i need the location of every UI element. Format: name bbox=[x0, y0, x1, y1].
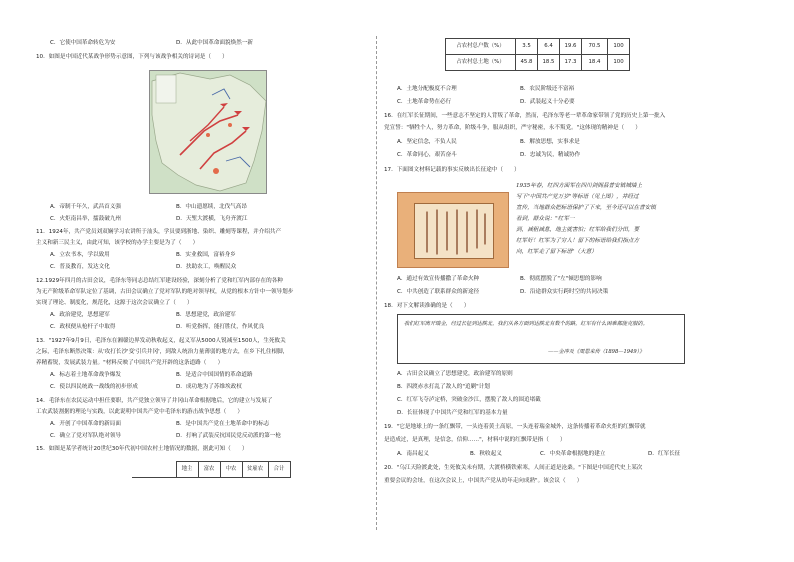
material-line-7: 向，红军走了留下标语"（大意） bbox=[516, 249, 597, 255]
q15-stem: 15．如图是某学者统计20世纪30年代初中国农村土地情况的数据，据此可知（ ） bbox=[36, 446, 248, 452]
q13-option-d: D．成功地为了苏维埃政权 bbox=[176, 384, 242, 390]
q13-option-a: A．标志着土地革命战争爆发 bbox=[50, 372, 121, 378]
q19-stem-line-1: 19．"它是地球上的一条红飘带，一头连着黄土高原，一头连着瑞金城外，这条传播着革命火炬的红飘带就 bbox=[384, 424, 646, 430]
q9-option-c: C．它使中国革命转危为安 bbox=[50, 40, 116, 46]
q15-option-a: A．土地分配极度不合理 bbox=[397, 86, 457, 92]
material-line-6: 红军好！红军为了穷人！留下的标语给我们指点方 bbox=[516, 238, 640, 244]
q12-stem-line-2: 为无产阶级革命军队定位了基调，古田会议确立了党对军队的绝对领导权，从党的根本方针中一领导划步 bbox=[36, 289, 294, 295]
table-cell: 45.8 bbox=[516, 55, 538, 71]
q16-option-a: A．坚定信念，不负人民 bbox=[397, 139, 457, 145]
table-cell: 6.4 bbox=[538, 39, 560, 55]
q10-option-a: A．帝制千年久，武昌首义强 bbox=[50, 204, 121, 210]
q13-stem-line-1: 13．"1927年9月9日，毛泽东在湘赣边界发动秋收起义，起义军从5000人锐减至1500人，生死攸关 bbox=[36, 338, 286, 344]
q11-stem-line-1: 11．1924年，共产党员刘双娴学习农讲所于汕头，学员要到浙地、染织、雕刻等课程，并介绍共产 bbox=[36, 229, 282, 235]
q18-option-d: D．长征体现了中国共产党和红军的基本力量 bbox=[397, 410, 508, 416]
table-header-cell: 贫雇农 bbox=[242, 462, 268, 478]
q14-option-d: D．打响了武装反抗国民党反动派的第一枪 bbox=[176, 433, 281, 439]
q14-option-b: B．是中国共产党在土地革命中的标志 bbox=[176, 421, 270, 427]
q19-option-a: A．南昌起义 bbox=[397, 451, 429, 457]
q11-stem-line-2: 主义和新三民主义，由此可知，该学校的办学主要是为了（ ） bbox=[36, 240, 199, 246]
q18-quote-text: 我们红军离开瑞金，经过长征到达陕北，我们从各方面到达陕北有数个的路，红军有什么困难都能克服的。 bbox=[404, 321, 648, 327]
war-map-graphic bbox=[150, 71, 267, 194]
material-line-3: 宣传，当地群众把标语保护了下来，至今还可以在普安镇 bbox=[516, 205, 656, 211]
q15-option-b: B．农民阶级还不富裕 bbox=[520, 86, 575, 92]
q13-stem-line-3: 养精蓄锐，发展武装力量。"材料反映了中国共产党开辟的这条道路（ ） bbox=[36, 360, 224, 366]
table-cell: 3.5 bbox=[516, 39, 538, 55]
q16-option-c: C．革命同心，艰苦奋斗 bbox=[397, 152, 457, 158]
war-map-figure bbox=[149, 70, 267, 194]
q11-option-d: D．扶助农工，唤醒民众 bbox=[176, 264, 237, 270]
q18-option-a: A．古田会议确立了思想建党，政治建军的原则 bbox=[397, 371, 513, 377]
q18-option-b: B．四渡赤水打乱了敌人的"追剿"计划 bbox=[397, 384, 490, 390]
q12-stem-line-3: 实现了理论、制度化，规范化，这源于这次会议确立了（ ） bbox=[36, 300, 193, 306]
table-row-label: 占农村总土地（%） bbox=[446, 55, 516, 71]
q14-option-c: C．确立了党对军队绝对领导 bbox=[50, 433, 122, 439]
q10-option-d: D．天堑大渡横，飞舟齐渡江 bbox=[176, 216, 248, 222]
q10-stem: 10．如图是中国近代某战争形势示意图，下列与该战争相关的诗词是（ ） bbox=[36, 54, 228, 60]
material-line-2: 写下"中国共产党万岁"等标语（见上图），并经过 bbox=[516, 194, 639, 200]
q20-stem-line-1: 20．"乌江天险渡此处，生死攸关未有期，大渡桥横铁索寒，人间正道是沧桑。"下图是中国近代史上某次 bbox=[384, 465, 643, 471]
q18-quote-source: ——金冲及《周恩来传（1898—1949）》 bbox=[548, 349, 645, 355]
q16-stem-line-1: 16．在红军长征期间，一些意志不坚定的人背叛了革命，然而，毛泽东等老一辈革命家带领了党的历史上第一批入 bbox=[384, 113, 666, 119]
red-army-slogan-poster bbox=[397, 192, 509, 268]
q19-option-c: C．中央革命根据地的建立 bbox=[540, 451, 606, 457]
table-row-label: 占农村总户数（%） bbox=[446, 39, 516, 55]
q16-option-d: D．忠诚为民，精诚协作 bbox=[520, 152, 581, 158]
table-cell: 17.3 bbox=[560, 55, 582, 71]
table-cell: 100 bbox=[608, 55, 630, 71]
column-divider bbox=[376, 36, 377, 530]
poster-writing-graphic bbox=[415, 204, 495, 260]
q13-option-b: B．是适合中国国情的革命道路 bbox=[176, 372, 253, 378]
q15-option-d: D．武装起义十分必要 bbox=[520, 99, 575, 105]
q17-option-c: C．中共创造了联系群众的新途径 bbox=[397, 289, 480, 295]
q9-option-d: D．从此中国革命面貌焕然一新 bbox=[176, 40, 254, 46]
table-header-cell: 合计 bbox=[268, 462, 290, 478]
q16-stem-line-2: 党宣誓："牺牲个人，努力革命，阶级斗争，服从组织，严守秘密，永不叛党。"这体现的精神是（ ） bbox=[384, 125, 641, 131]
table-cell: 19.6 bbox=[560, 39, 582, 55]
q12-option-d: D．听党指挥，能打胜仗，作风优良 bbox=[176, 324, 265, 330]
table-corner-cell bbox=[132, 462, 176, 478]
q14-stem-line-1: 14．毛泽东在农民运动中担任要职，共产党独立领导了井冈山革命根据地后，它的建立与发展了 bbox=[36, 398, 273, 404]
q19-stem-line-2: 是造成过，是真理，是信念，信仰……"，材料中说的红飘带是指（ ） bbox=[384, 437, 566, 443]
q15-table-body bbox=[445, 38, 630, 71]
q17-option-a: A．通过有效宣传播撒了革命火种 bbox=[397, 276, 480, 282]
material-line-1: 1935年春，红四方面军在四川剑阁县普安镇城墙上 bbox=[516, 183, 643, 189]
q17-stem: 17．下面图文材料记载的事实反映出长征途中（ ） bbox=[384, 167, 520, 173]
q13-stem-line-2: 之际，毛泽东断然决策：从'攻打长沙'变'引兵井冈'，到敌人统治力量薄弱的地方去，在乡下扎住根脚， bbox=[36, 349, 289, 355]
q14-stem-line-2: 工农武装割据的理论与实践，以此说明中国共产党中毛泽东的游击战争思想（ ） bbox=[36, 409, 243, 415]
q12-stem-line-1: 12.1929年四月的古田会议，毛泽东等同志总结红军建设经验，深刻分析了党和红军内部存在的各种 bbox=[36, 278, 283, 284]
table-cell: 70.5 bbox=[582, 39, 608, 55]
q17-option-d: D．沿途群众实行跨时空的共同决策 bbox=[520, 289, 609, 295]
q20-stem-line-2: 重要会议的会址，在这次会议上，中国共产党从幼年走向成熟"。该会议（ ） bbox=[384, 478, 583, 484]
q19-option-d: D．红军长征 bbox=[648, 451, 681, 457]
q18-quote-box bbox=[397, 314, 685, 364]
q13-option-c: C．使以四民统战一战线的初步形成 bbox=[50, 384, 138, 390]
q10-option-b: B．中山遗愿续，北伐气高昂 bbox=[176, 204, 247, 210]
q17-option-b: B．彻底摆脱了"左"倾思想的影响 bbox=[520, 276, 602, 282]
material-line-4: 看到，群众说："红军一 bbox=[516, 216, 575, 222]
material-line-5: 到，减租减息，地主就害怕；红军给我们分田，要 bbox=[516, 227, 640, 233]
q17-material-text bbox=[516, 183, 658, 265]
q11-option-b: B．实业救国，富裕身乡 bbox=[176, 252, 236, 258]
q11-option-a: A．立农书本，学以致用 bbox=[50, 252, 110, 258]
table-cell: 18.4 bbox=[582, 55, 608, 71]
q10-option-c: C．火炬南昌举，擂鼓破九州 bbox=[50, 216, 122, 222]
q18-option-c: C．红军飞夺泸定桥，突破金沙江，摆脱了敌人的围追堵截 bbox=[397, 397, 541, 403]
table-header-cell: 中农 bbox=[220, 462, 242, 478]
table-header-cell: 地主 bbox=[176, 462, 198, 478]
q12-option-b: B．思想建党，政治建军 bbox=[176, 312, 236, 318]
table-cell: 18.5 bbox=[538, 55, 560, 71]
q16-option-b: B．解放思想，实事求是 bbox=[520, 139, 580, 145]
table-cell: 100 bbox=[608, 39, 630, 55]
poster-paper bbox=[414, 203, 494, 259]
q14-option-a: A．开创了中国革命的新局面 bbox=[50, 421, 121, 427]
q15-option-c: C．土地革命势在必行 bbox=[397, 99, 452, 105]
table-header-cell: 富农 bbox=[198, 462, 220, 478]
q15-table-header bbox=[132, 461, 291, 478]
q18-stem: 18．对下文解读准确的是（ ） bbox=[384, 303, 470, 309]
q12-option-c: C．政权便从枪杆子中取得 bbox=[50, 324, 116, 330]
q12-option-a: A．政治建党，思想建军 bbox=[50, 312, 110, 318]
q11-option-c: C．普及教育，发达文化 bbox=[50, 264, 110, 270]
q19-option-b: B．秋收起义 bbox=[470, 451, 502, 457]
